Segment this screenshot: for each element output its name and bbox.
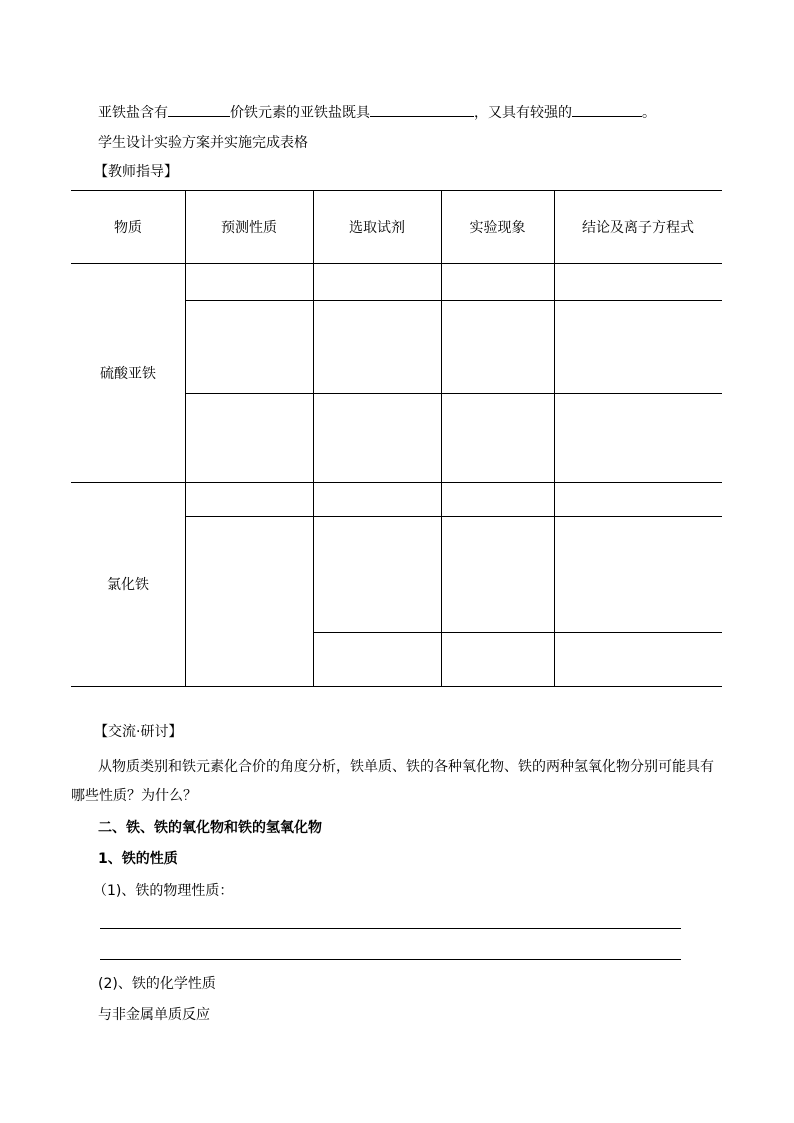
section-heading-2: 二、铁、铁的氧化物和铁的氢氧化物 [98,820,322,836]
header-conclusion: 结论及离子方程式 [582,219,694,236]
row-label-ferric-chloride: 氯化铁 [107,577,149,593]
blank-2[interactable] [370,102,474,117]
table-row-line [185,300,722,301]
chemical-properties-item: (2)、铁的化学性质 [98,976,216,992]
answer-line-1[interactable] [100,928,681,929]
table-col-line [441,190,442,686]
header-substance: 物质 [114,219,142,236]
physical-properties-item: （1)、铁的物理性质： [93,883,234,899]
table-row-line [185,516,722,517]
section-heading-3: 1、铁的性质 [98,851,178,867]
header-predicted-property: 预测性质 [221,219,277,236]
sentence-part-4: 。 [642,105,656,121]
nonmetal-reaction-item: 与非金属单质反应 [98,1007,210,1023]
table-row-line [313,632,722,633]
fill-in-sentence [98,102,656,123]
blank-3[interactable] [572,102,642,117]
header-reagent: 选取试剂 [349,219,405,236]
discussion-question-line-2: 哪些性质？为什么？ [71,788,197,804]
discussion-question-line-1: 从物质类别和铁元素化合价的角度分析，铁单质、铁的各种氧化物、铁的两种氢氧化物分别可能具有 [98,759,714,775]
table-row-line [185,393,722,394]
sentence-part-1: 亚铁盐含有 [98,105,168,121]
table-col-line [185,190,186,686]
sentence-part-3: ，又具有较强的 [474,105,572,121]
table-col-line [313,190,314,686]
table-col-line [554,190,555,686]
table-border-bottom [71,686,722,687]
header-phenomenon: 实验现象 [469,219,526,236]
sentence-part-2: 价铁元素的亚铁盐既具 [230,105,370,121]
section-teacher-guidance: 【教师指导】 [94,164,178,180]
blank-1[interactable] [168,102,230,117]
row-label-ferrous-sulfate: 硫酸亚铁 [100,365,156,382]
answer-line-2[interactable] [100,959,681,960]
section-exchange-discussion: 【交流·研讨】 [94,724,183,740]
instruction-text: 学生设计实验方案并实施完成表格 [98,135,308,151]
